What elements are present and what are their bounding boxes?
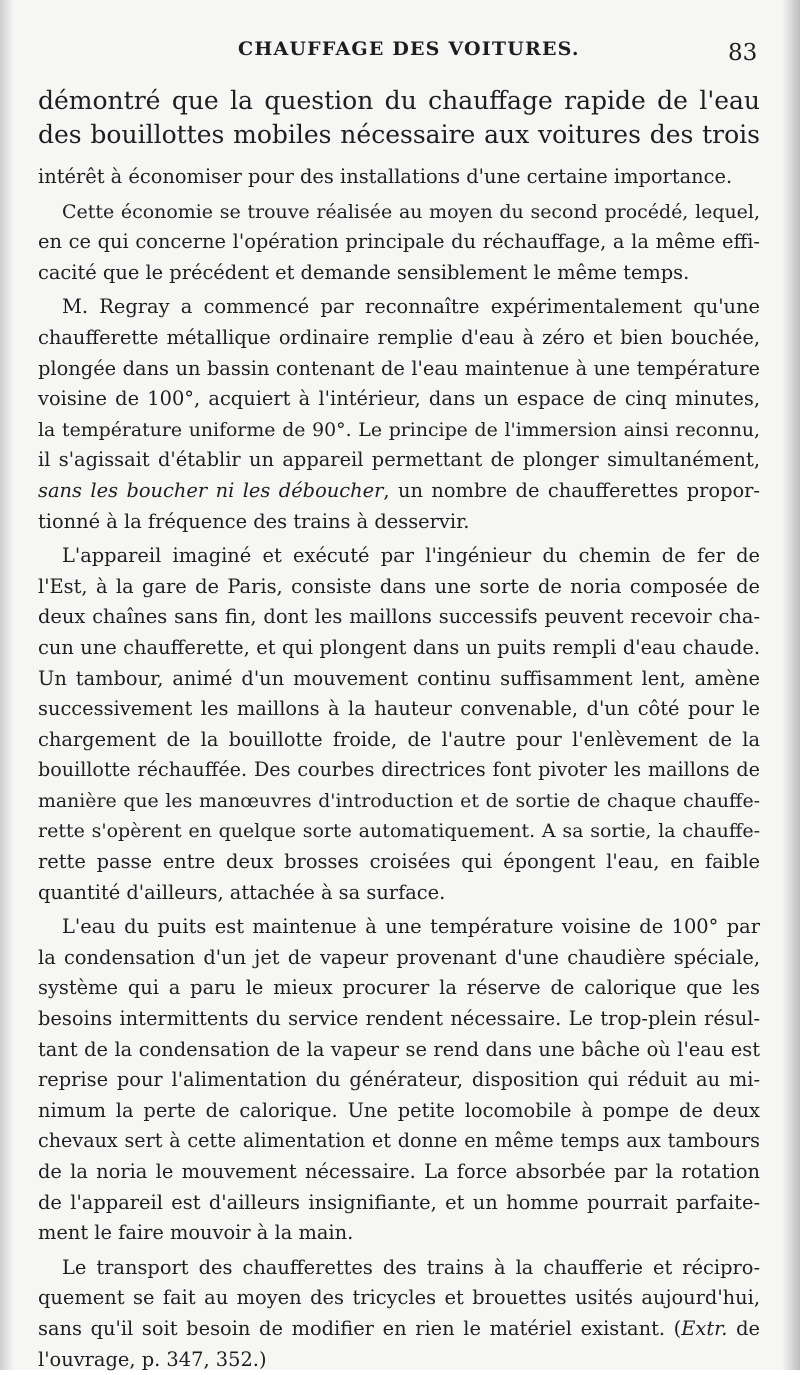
text-line: cun une chaufferette, et qui plongent dans un puits rempli d'eau chaude.: [38, 635, 760, 659]
italic-phrase: sans les boucher ni les déboucher: [38, 478, 384, 502]
text-line: sans les boucher ni les déboucher, un nombre de chaufferettes propor-: [38, 478, 760, 502]
text-line: en ce qui concerne l'opération principale du réchauffage, a la même effi-: [38, 230, 760, 254]
text-line: L'appareil imaginé et exécuté par l'ingénieur du chemin de fer de: [62, 544, 760, 568]
paragraph: [38, 541, 760, 908]
running-title: CHAUFFAGE DES VOITURES.: [238, 38, 580, 60]
page-left-edge-shadow: [0, 0, 14, 1370]
page-right-edge-shadow: [782, 0, 800, 1370]
text-line: il s'agissait d'établir un appareil permettant de plonger simultanément,: [38, 448, 760, 472]
text-line: tionné à la fréquence des trains à desservir.: [38, 509, 470, 533]
paragraph: [38, 162, 760, 193]
body-text: [38, 84, 760, 1375]
italic-abbreviation: Extr.: [681, 1316, 728, 1340]
text-line: la condensation d'un jet de vapeur provenant d'une chaudière spéciale,: [38, 945, 760, 969]
text-line: quantité d'ailleurs, attachée à sa surface.: [38, 880, 446, 904]
text-line: plongée dans un bassin contenant de l'eau maintenue à une température: [38, 356, 760, 380]
text-line: M. Regray a commencé par reconnaître expérimentalement qu'une: [62, 295, 760, 319]
text-line: bouillotte réchauffée. Des courbes directrices font pivoter les maillons de: [38, 758, 760, 782]
paragraph-list: [38, 162, 760, 1375]
text-line: système qui a paru le mieux procurer la réserve de calorique que les: [38, 976, 760, 1000]
text-line: deux chaînes sans fin, dont les maillons successifs peuvent recevoir cha-: [38, 605, 760, 629]
text-line: L'eau du puits est maintenue à une température voisine de 100° par: [62, 915, 760, 939]
text-line: successivement les maillons à la hauteur convenable, d'un côté pour le: [38, 697, 760, 721]
text-line: chevaux sert à cette alimentation et donne en même temps aux tambours: [38, 1129, 760, 1153]
paragraph: [38, 292, 760, 537]
text-line: des bouillottes mobiles nécessaire aux voitures des trois: [38, 120, 760, 149]
text-line: chaufferette métallique ordinaire remplie d'eau à zéro et bien bouchée,: [38, 325, 760, 349]
text-line: nimum la perte de calorique. Une petite locomobile à pompe de deux: [38, 1098, 760, 1122]
text-line: rette passe entre deux brosses croisées qui épongent l'eau, en faible: [38, 850, 760, 874]
text-line: la température uniforme de 90°. Le principe de l'immersion ainsi reconnu,: [38, 418, 760, 441]
text-line: l'ouvrage, p. 347, 352.): [38, 1347, 267, 1371]
text-line: Le transport des chaufferettes des trains à la chaufferie et récipro-: [62, 1255, 760, 1279]
text-line: Un tambour, animé d'un mouvement continu suffisamment lent, amène: [38, 666, 760, 690]
text-line: sans qu'il soit besoin de modifier en rien le matériel existant. (Extr. de: [38, 1316, 760, 1340]
text-line: démontré que la question du chauffage rapide de l'eau: [38, 86, 760, 115]
text-line: chargement de la bouillotte froide, de l'autre pour l'enlèvement de la: [38, 727, 760, 751]
page-number: 83: [728, 40, 758, 66]
paragraph: [38, 197, 760, 289]
text-line: de l'appareil est d'ailleurs insignifiante, et un homme pourrait parfaite-: [38, 1190, 760, 1214]
text-line: cacité que le précédent et demande sensiblement le même temps.: [38, 260, 690, 284]
text-line: quement se fait au moyen des tricycles et brouettes usités aujourd'hui,: [38, 1286, 760, 1310]
spacer: [38, 152, 760, 162]
text-line: l'Est, à la gare de Paris, consiste dans une sorte de noria composée de: [38, 574, 760, 598]
text-line: voisine de 100°, acquiert à l'intérieur, dans un espace de cinq minutes,: [38, 387, 760, 411]
text-line: intérêt à économiser pour des installations d'une certaine importance.: [38, 165, 733, 188]
text-line: de la noria le mouvement nécessaire. La force absorbée par la rotation: [38, 1160, 760, 1183]
running-head: [0, 38, 800, 68]
text-line: tant de la condensation de la vapeur se rend dans une bâche où l'eau est: [38, 1037, 760, 1061]
text-line: besoins intermittents du service rendent nécessaire. Le trop-plein résul-: [38, 1007, 760, 1031]
paragraph: [38, 912, 760, 1249]
text-line: Cette économie se trouve réalisée au moyen du second procédé, lequel,: [62, 200, 760, 223]
text-line: reprise pour l'alimentation du générateur, disposition qui réduit au mi-: [38, 1068, 760, 1092]
paragraph: [38, 1253, 760, 1375]
text-line: ment le faire mouvoir à la main.: [38, 1221, 354, 1245]
text-line: rette s'opèrent en quelque sorte automatiquement. A sa sortie, la chauffe-: [38, 820, 760, 843]
text-line: manière que les manœuvres d'introduction et de sortie de chaque chauffe-: [38, 789, 760, 812]
